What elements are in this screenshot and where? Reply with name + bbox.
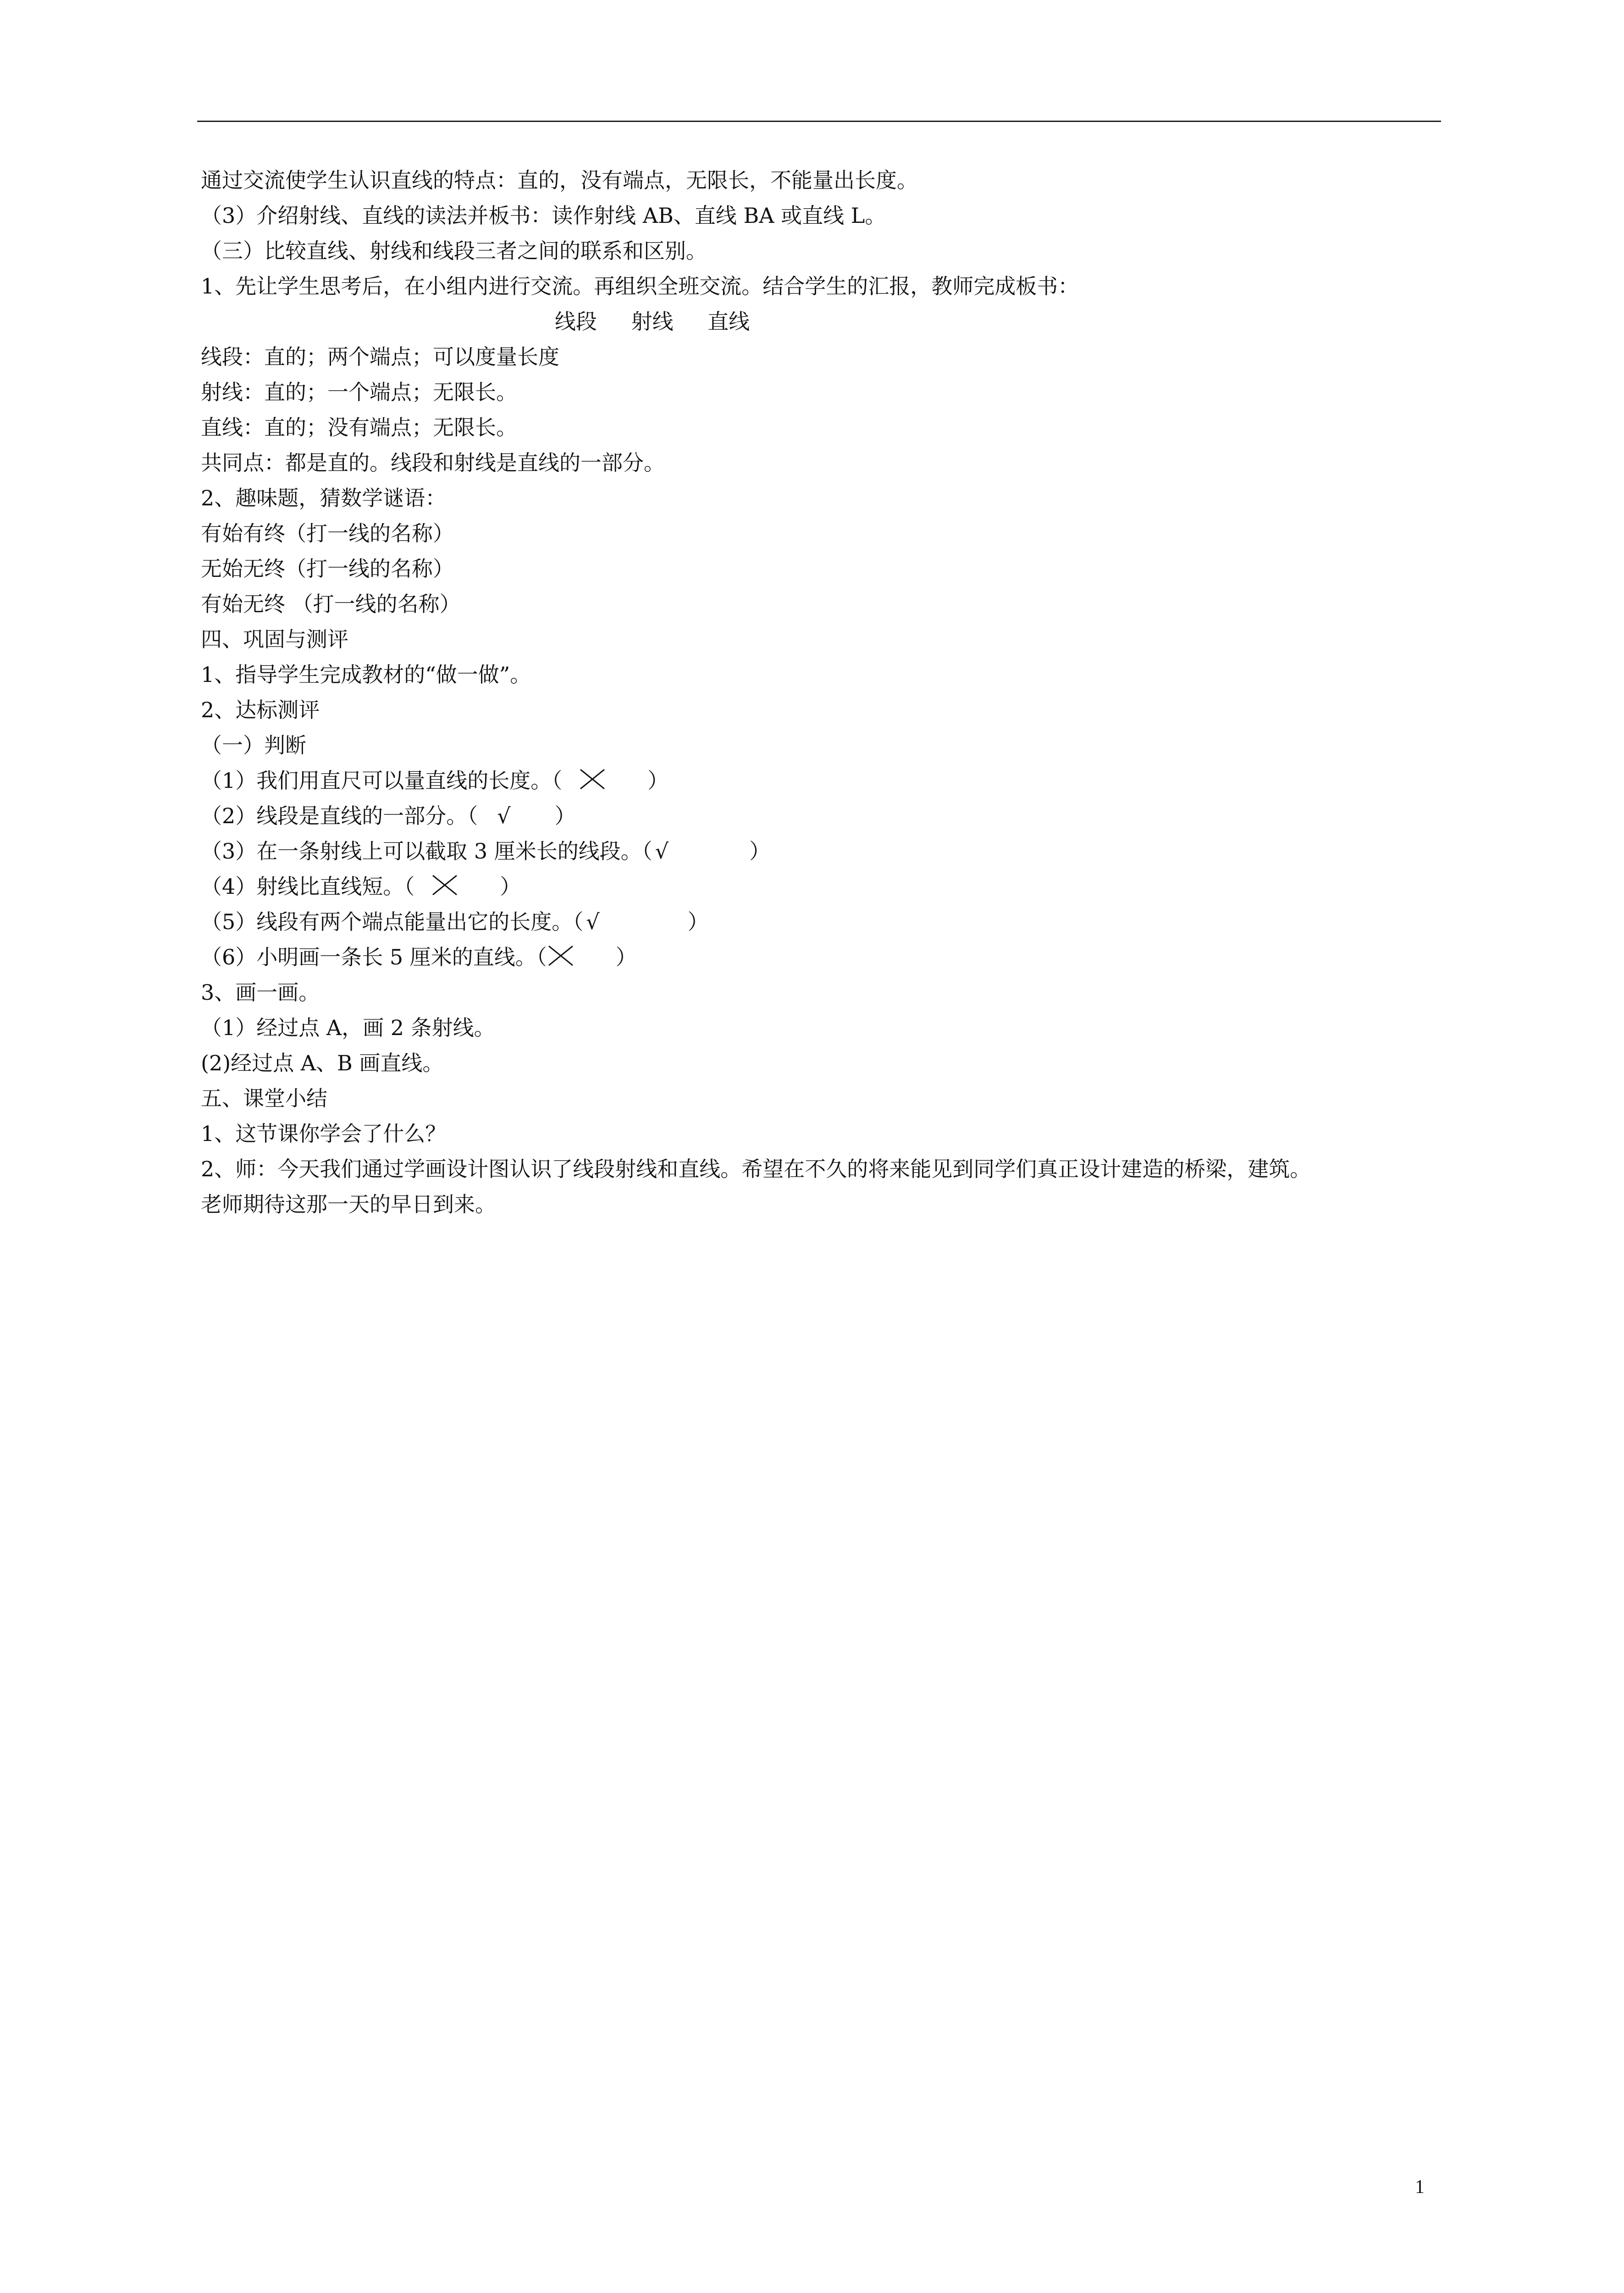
paragraph: 2、师：今天我们通过学画设计图认识了线段射线和直线。希望在不久的将来能见到同学们真正设计建造的桥梁，建筑。: [201, 1157, 1311, 1181]
paragraph: 3、画一画。: [201, 980, 320, 1005]
judgment-item: [201, 940, 1441, 975]
page-number: 1: [1415, 2177, 1425, 2198]
board-header-line: 直线: [707, 309, 750, 334]
cross-mark-icon: [431, 874, 458, 897]
document-body: [201, 163, 1441, 1222]
paragraph: 共同点：都是直的。线段和射线是直线的一部分。: [201, 450, 665, 475]
judgment-item: [201, 798, 1441, 834]
riddle-line: 有始无终 （打一线的名称）: [201, 592, 461, 616]
check-mark-icon: √: [655, 839, 669, 864]
judgment-text: （1）我们用直尺可以量直线的长度。（: [201, 768, 563, 793]
paragraph: 1、先让学生思考后，在小组内进行交流。再组织全班交流。结合学生的汇报，教师完成板书：: [201, 274, 1079, 299]
judgment-text: （6）小明画一条长 5 厘米的直线。（: [201, 945, 547, 969]
board-headers: [201, 304, 1441, 339]
board-header-segment: 线段: [555, 309, 597, 334]
judgment-close: ）: [554, 803, 576, 828]
judgment-item: [201, 763, 1441, 798]
judgment-close: ）: [647, 768, 669, 793]
paragraph: 1、指导学生完成教材的“做一做”。: [201, 662, 531, 687]
header-rule: [197, 121, 1441, 122]
section-heading: 四、巩固与测评: [201, 627, 348, 652]
paragraph: (2)经过点 A、B 画直线。: [201, 1051, 444, 1075]
judgment-close: ）: [749, 839, 771, 864]
judgment-text: （5）线段有两个端点能量出它的长度。（: [201, 909, 584, 934]
paragraph: 2、趣味题，猜数学谜语：: [201, 486, 447, 510]
judgment-item: [201, 904, 1441, 940]
judgment-item: [201, 869, 1441, 904]
judgment-text: （2）线段是直线的一部分。（: [201, 803, 478, 828]
judgment-text: （4）射线比直线短。（: [201, 874, 415, 899]
paragraph: 老师期待这那一天的早日到来。: [201, 1192, 496, 1217]
paragraph: （三）比较直线、射线和线段三者之间的联系和区别。: [201, 238, 707, 263]
check-mark-icon: √: [586, 909, 600, 934]
paragraph: （一）判断: [201, 733, 306, 758]
paragraph: 线段：直的；两个端点；可以度量长度: [201, 344, 559, 369]
judgment-close: ）: [615, 945, 637, 969]
cross-mark-icon: [579, 768, 606, 791]
judgment-close: ）: [687, 909, 709, 934]
paragraph: （3）介绍射线、直线的读法并板书：读作射线 AB、直线 BA 或直线 L。: [201, 203, 886, 228]
riddle-line: 无始无终（打一线的名称）: [201, 556, 454, 581]
cross-mark-icon: [547, 944, 574, 967]
paragraph: 直线：直的；没有端点；无限长。: [201, 415, 517, 440]
riddle-line: 有始有终（打一线的名称）: [201, 521, 454, 546]
judgment-item: [201, 834, 1441, 869]
judgment-close: ）: [500, 874, 521, 899]
section-heading: 五、课堂小结: [201, 1086, 327, 1111]
check-mark-icon: √: [497, 803, 511, 828]
judgment-text: （3）在一条射线上可以截取 3 厘米长的线段。（: [201, 839, 652, 864]
board-header-ray: 射线: [631, 309, 674, 334]
paragraph: 射线：直的；一个端点；无限长。: [201, 380, 517, 404]
paragraph: 1、这节课你学会了什么？: [201, 1121, 447, 1146]
paragraph: 2、达标测评: [201, 698, 320, 722]
paragraph: （1）经过点 A，画 2 条射线。: [201, 1015, 495, 1040]
paragraph: 通过交流使学生认识直线的特点：直的，没有端点，无限长，不能量出长度。: [201, 168, 918, 193]
